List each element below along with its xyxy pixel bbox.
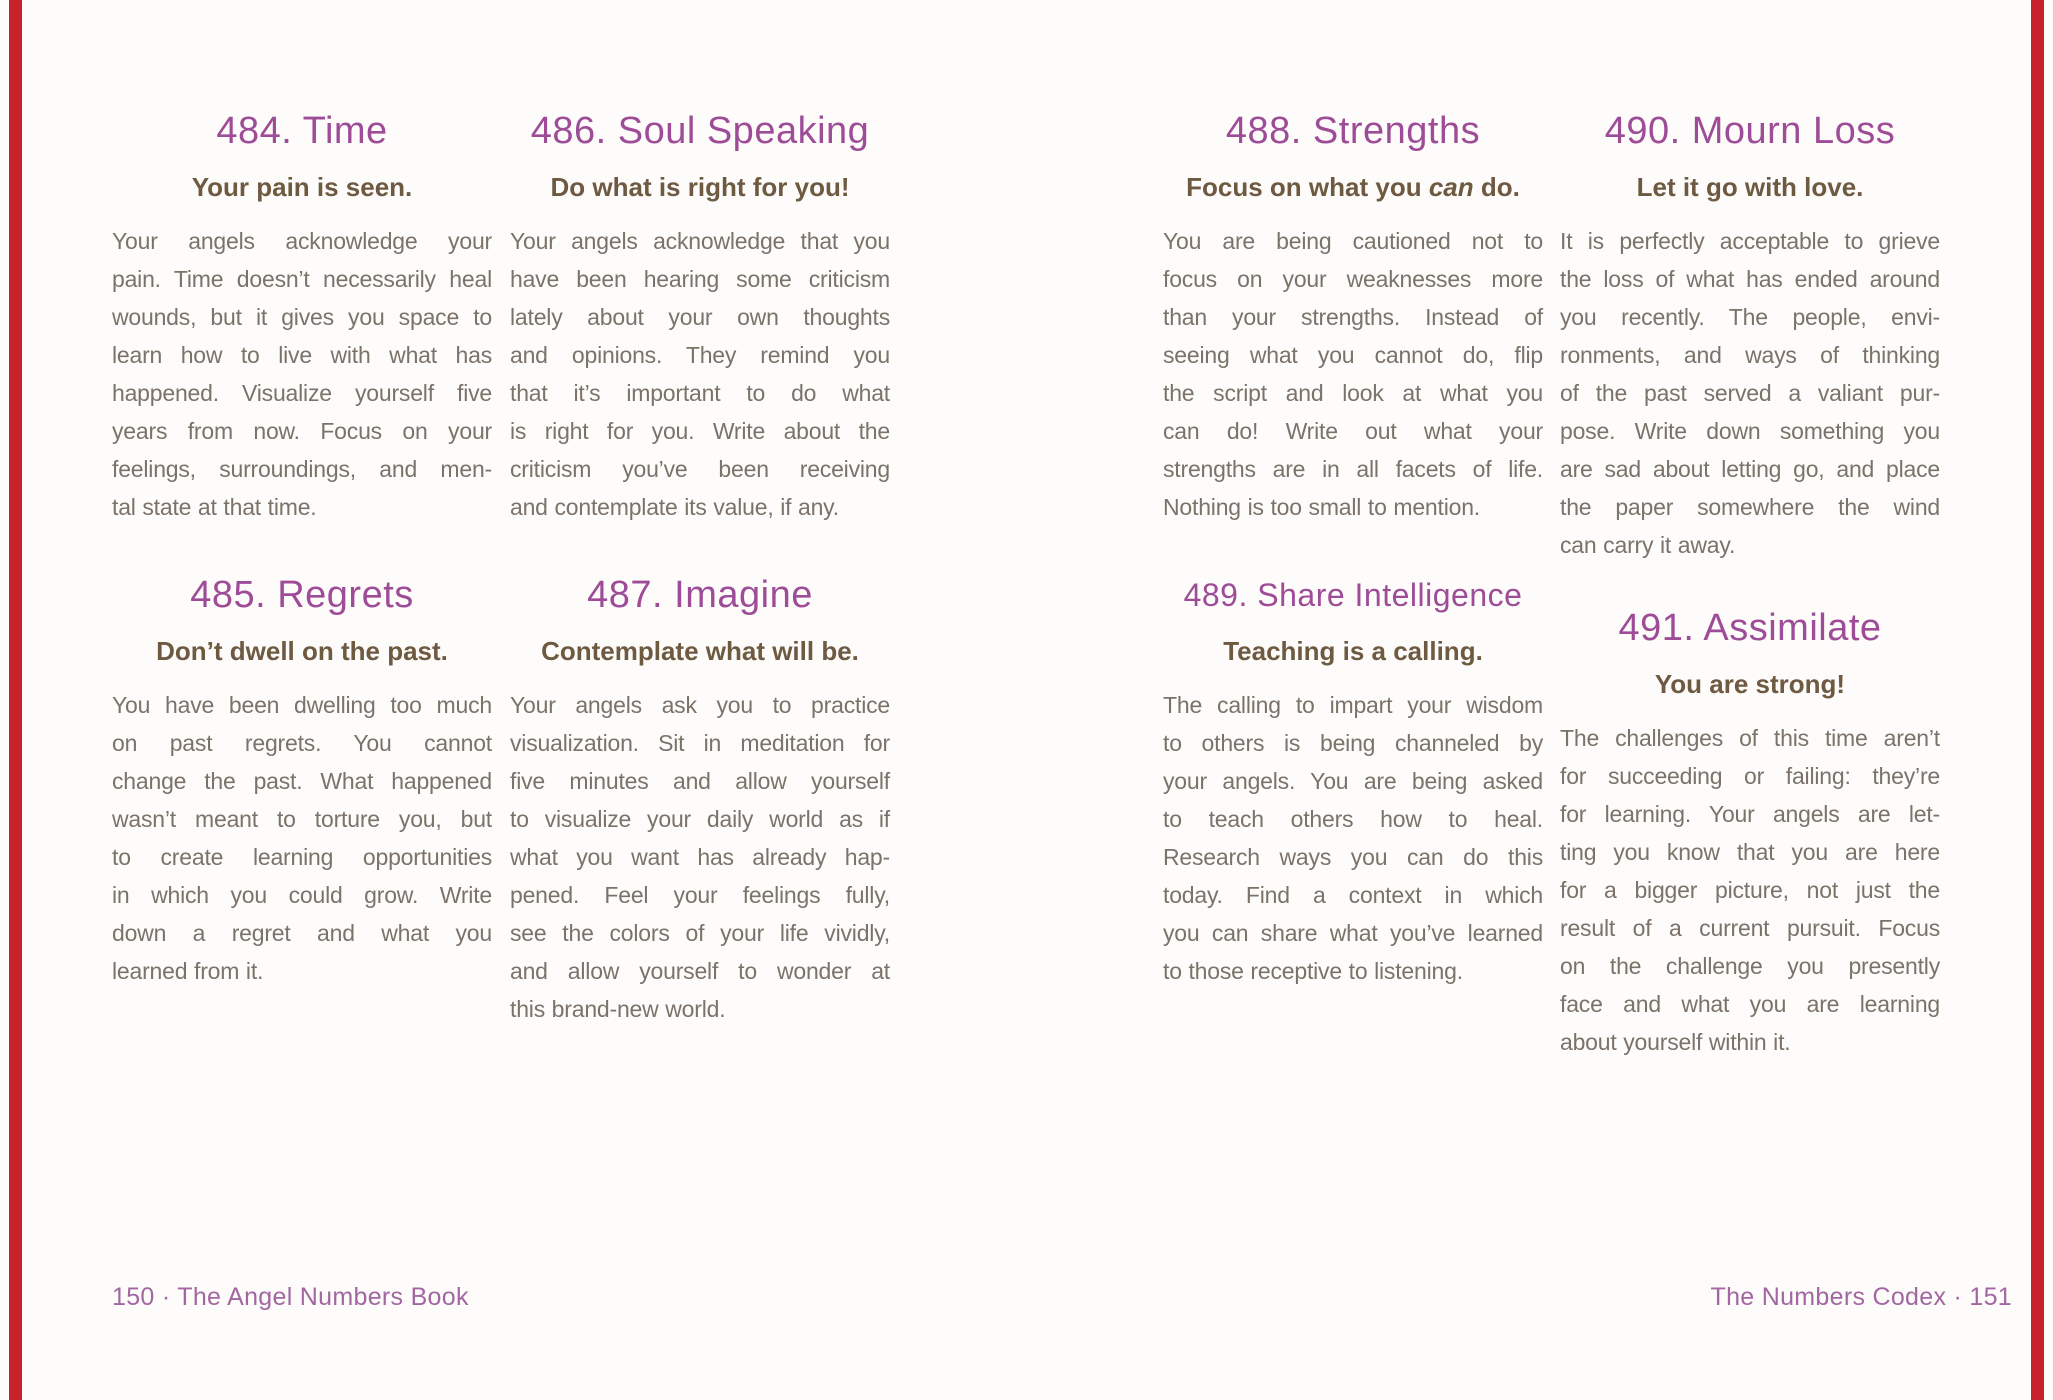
body-line: ting you know that you are here [1560, 839, 1940, 865]
subtitle-text: do. [1473, 172, 1520, 202]
body-line: have been hearing some criticism [510, 266, 890, 292]
entry-488 [1163, 108, 1543, 526]
entry-491-body [1560, 719, 1940, 1061]
entry-486-subtitle [510, 172, 890, 202]
body-line: happened. Visualize yourself five [112, 380, 492, 406]
body-line: in which you could grow. Write [112, 882, 492, 908]
entry-484-body [112, 222, 492, 526]
body-line: pain. Time doesn’t necessarily heal [112, 266, 492, 292]
entry-484 [112, 108, 492, 526]
body-line: change the past. What happened [112, 768, 492, 794]
body-line: the paper somewhere the wind [1560, 494, 1940, 520]
body-line: and allow yourself to wonder at [510, 958, 890, 984]
entry-485-title: 485. Regrets [190, 574, 414, 616]
body-line: is right for you. Write about the [510, 418, 890, 444]
entry-484-title: 484. Time [216, 110, 388, 152]
body-line: lately about your own thoughts [510, 304, 890, 330]
subtitle-text: Don’t dwell on the past. [156, 636, 448, 666]
entry-485 [112, 572, 492, 990]
body-line: for succeeding or failing: they’re [1560, 763, 1940, 789]
entry-490-subtitle [1560, 172, 1940, 202]
body-line: for learning. Your angels are let- [1560, 801, 1940, 827]
body-line: You have been dwelling too much [112, 692, 492, 718]
subtitle-text: You are strong! [1654, 669, 1846, 699]
body-line: Nothing is too small to mention. [1163, 494, 1480, 520]
body-line: the loss of what has ended around [1560, 266, 1940, 292]
right-page-footer: The Numbers Codex · 151 [1710, 1283, 2012, 1311]
body-line: It is perfectly acceptable to grieve [1560, 228, 1940, 254]
right-page-edge-bar [2031, 0, 2044, 1400]
body-line: than your strengths. Instead of [1163, 304, 1543, 330]
body-line: tal state at that time. [112, 494, 317, 520]
body-line: on past regrets. You cannot [112, 730, 492, 756]
body-line: the script and look at what you [1163, 380, 1543, 406]
entry-490-body [1560, 222, 1940, 564]
body-line: your angels. You are being asked [1163, 768, 1543, 794]
body-line: are sad about letting go, and place [1560, 456, 1940, 482]
subtitle-text: Your pain is seen. [191, 172, 413, 202]
body-line: on the challenge you presently [1560, 953, 1940, 979]
entry-487-subtitle [510, 636, 890, 666]
body-line: pened. Feel your feelings fully, [510, 882, 890, 908]
body-line: today. Find a context in which [1163, 882, 1543, 908]
subtitle-text: Let it go with love. [1636, 172, 1864, 202]
entry-490 [1560, 108, 1940, 564]
body-line: result of a current pursuit. Focus [1560, 915, 1940, 941]
left-page-footer: 150 · The Angel Numbers Book [112, 1283, 469, 1311]
body-line: Your angels acknowledge your [112, 228, 492, 254]
body-line: Research ways you can do this [1163, 844, 1543, 870]
body-line: pose. Write down something you [1560, 418, 1940, 444]
entry-485-subtitle [112, 636, 492, 666]
body-line: learn how to live with what has [112, 342, 492, 368]
entry-485-body [112, 686, 492, 990]
body-line: that it’s important to do what [510, 380, 890, 406]
body-line: focus on your weaknesses more [1163, 266, 1543, 292]
body-line: of the past served a valiant pur- [1560, 380, 1940, 406]
body-line: five minutes and allow yourself [510, 768, 890, 794]
body-line: see the colors of your life vividly, [510, 920, 890, 946]
body-line: can carry it away. [1560, 532, 1736, 558]
body-line: you recently. The people, envi- [1560, 304, 1940, 330]
body-line: You are being cautioned not to [1163, 228, 1543, 254]
body-line: years from now. Focus on your [112, 418, 492, 444]
body-line: to others is being channeled by [1163, 730, 1543, 756]
body-line: face and what you are learning [1560, 991, 1940, 1017]
subtitle-text: Contemplate what will be. [541, 636, 859, 666]
subtitle-text: Teaching is a calling. [1223, 636, 1483, 666]
left-page-edge-bar [9, 0, 22, 1400]
body-line: can do! Write out what your [1163, 418, 1543, 444]
body-line: Your angels acknowledge that you [510, 228, 890, 254]
body-line: strengths are in all facets of life. [1163, 456, 1543, 482]
entry-491-subtitle [1560, 669, 1940, 699]
entry-486-body [510, 222, 890, 526]
subtitle-italic-text: can [1428, 172, 1474, 202]
entry-487-title: 487. Imagine [587, 574, 813, 616]
entry-484-subtitle [112, 172, 492, 202]
entry-490-title: 490. Mourn Loss [1604, 110, 1896, 152]
body-line: for a bigger picture, not just the [1560, 877, 1940, 903]
subtitle-text: Focus on what you [1186, 172, 1429, 202]
entry-486 [510, 108, 890, 526]
entry-487-body [510, 686, 890, 1028]
body-line: wounds, but it gives you space to [112, 304, 492, 330]
body-line: what you want has already hap- [510, 844, 890, 870]
entry-488-title: 488. Strengths [1225, 110, 1481, 152]
entry-489-subtitle [1163, 636, 1543, 666]
body-line: The challenges of this time aren’t [1560, 725, 1940, 751]
body-line: Your angels ask you to practice [510, 692, 890, 718]
body-line: to those receptive to listening. [1163, 958, 1463, 984]
body-line: you can share what you’ve learned [1163, 920, 1543, 946]
body-line: down a regret and what you [112, 920, 492, 946]
body-line: criticism you’ve been receiving [510, 456, 890, 482]
entry-491-title: 491. Assimilate [1618, 607, 1882, 649]
entry-491 [1560, 605, 1940, 1061]
entry-489-title: 489. Share Intelligence [1183, 577, 1523, 613]
body-line: to create learning opportunities [112, 844, 492, 870]
body-line: and opinions. They remind you [510, 342, 890, 368]
body-line: ronments, and ways of thinking [1560, 342, 1940, 368]
body-line: to teach others how to heal. [1163, 806, 1543, 832]
subtitle-text: Do what is right for you! [550, 172, 850, 202]
body-line: this brand-new world. [510, 996, 726, 1022]
entry-486-title: 486. Soul Speaking [530, 110, 870, 152]
body-line: to visualize your daily world as if [510, 806, 890, 832]
entry-487 [510, 572, 890, 1028]
body-line: seeing what you cannot do, flip [1163, 342, 1543, 368]
body-line: and contemplate its value, if any. [510, 494, 839, 520]
body-line: The calling to impart your wisdom [1163, 692, 1543, 718]
entry-489-body [1163, 686, 1543, 990]
entry-488-body [1163, 222, 1543, 526]
entry-489 [1163, 572, 1543, 990]
body-line: visualization. Sit in meditation for [510, 730, 890, 756]
entry-488-subtitle [1163, 172, 1543, 202]
body-line: about yourself within it. [1560, 1029, 1791, 1055]
body-line: learned from it. [112, 958, 264, 984]
body-line: wasn’t meant to torture you, but [112, 806, 492, 832]
body-line: feelings, surroundings, and men- [112, 456, 492, 482]
